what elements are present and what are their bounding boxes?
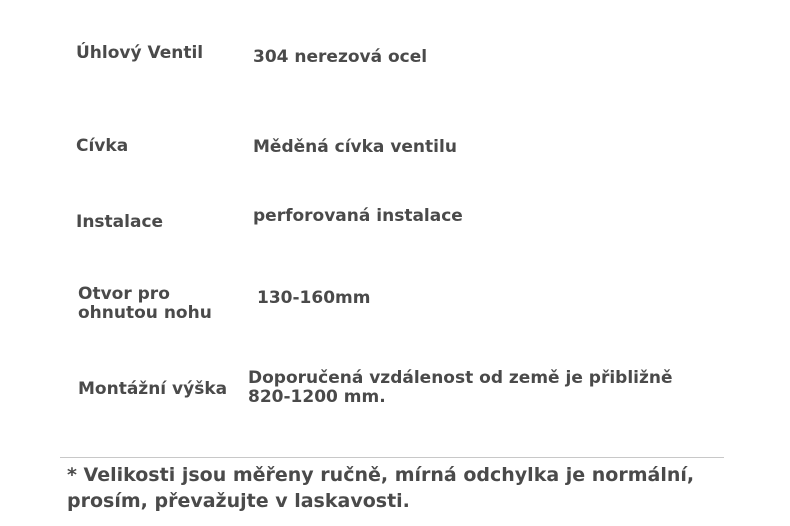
spec-label-installation: Instalace xyxy=(76,212,164,232)
spec-label-coil: Cívka xyxy=(76,136,129,156)
spec-label-valve: Úhlový Ventil xyxy=(76,43,204,63)
spec-value-height: Doporučená vzdálenost od země je přibližně 820-1200 mm. xyxy=(248,368,673,407)
spec-value-valve: 304 nerezová ocel xyxy=(253,47,428,67)
footnote-divider xyxy=(60,457,724,458)
spec-value-installation: perforovaná instalace xyxy=(253,206,463,226)
spec-label-height: Montážní výška xyxy=(78,379,228,399)
spec-value-coil: Měděná cívka ventilu xyxy=(253,137,457,157)
spec-value-hole: 130-160mm xyxy=(257,288,371,308)
footnote-text: * Velikosti jsou měřeny ručně, mírná odchylka je normální, prosím, převažujte v laskavosti. xyxy=(67,464,695,512)
spec-label-hole: Otvor pro ohnutou nohu xyxy=(78,284,212,323)
